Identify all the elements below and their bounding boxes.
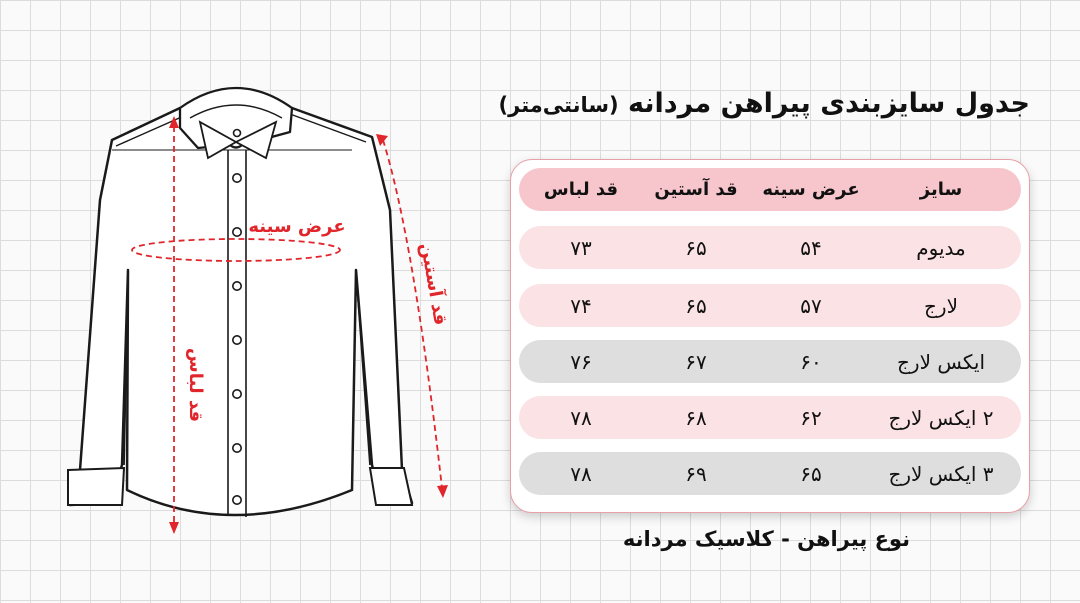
- cell-length: ۷۸: [570, 461, 592, 486]
- left-cuff: [68, 468, 124, 505]
- right-cuff: [370, 468, 412, 505]
- header-length: قد لباس: [543, 179, 619, 200]
- cell-size: ۳ ایکس لارج: [888, 461, 994, 486]
- chest-label: عرض سینه: [248, 216, 346, 237]
- length-label: قد لباس: [185, 347, 206, 423]
- title-unit: (سانتی‌متر): [498, 93, 619, 117]
- size-table: [510, 159, 1030, 513]
- header-sleeve: قد آستین: [654, 179, 738, 200]
- cell-chest: ۵۴: [800, 235, 822, 260]
- cell-chest: ۶۲: [800, 405, 822, 430]
- shirt-type-caption: نوع پیراهن - کلاسیک مردانه: [622, 527, 910, 551]
- cell-sleeve: ۶۵: [685, 293, 707, 318]
- header-chest: عرض سینه: [762, 179, 860, 200]
- cell-length: ۷۶: [570, 349, 592, 374]
- header-size: سایز: [919, 179, 963, 200]
- cell-size: مدیوم: [916, 235, 966, 260]
- cell-sleeve: ۶۸: [685, 405, 707, 430]
- cell-length: ۷۴: [570, 293, 592, 318]
- cell-chest: ۶۵: [800, 461, 822, 486]
- table-row: [519, 226, 1021, 269]
- table-row: [519, 340, 1021, 383]
- table-header-row: [519, 168, 1021, 211]
- cell-length: ۷۳: [570, 235, 592, 260]
- cell-chest: ۶۰: [800, 349, 822, 374]
- table-row: [519, 396, 1021, 439]
- cell-length: ۷۸: [570, 405, 592, 430]
- cell-chest: ۵۷: [800, 293, 822, 318]
- cell-size: لارج: [924, 293, 958, 318]
- cell-sleeve: ۶۵: [685, 235, 707, 260]
- cell-sleeve: ۶۹: [685, 461, 707, 486]
- shirt-body: [70, 108, 412, 515]
- cell-size: ایکس لارج: [897, 349, 985, 374]
- cell-sleeve: ۶۷: [685, 349, 707, 374]
- shirt-diagram: [0, 0, 520, 603]
- title-text: جدول سایزبندی پیراهن مردانه: [628, 88, 1030, 119]
- table-row: [519, 452, 1021, 495]
- sleeve-label: قد آستین: [415, 241, 451, 327]
- table-row: [519, 284, 1021, 327]
- page-title: [490, 88, 1030, 119]
- cell-size: ۲ ایکس لارج: [888, 405, 994, 430]
